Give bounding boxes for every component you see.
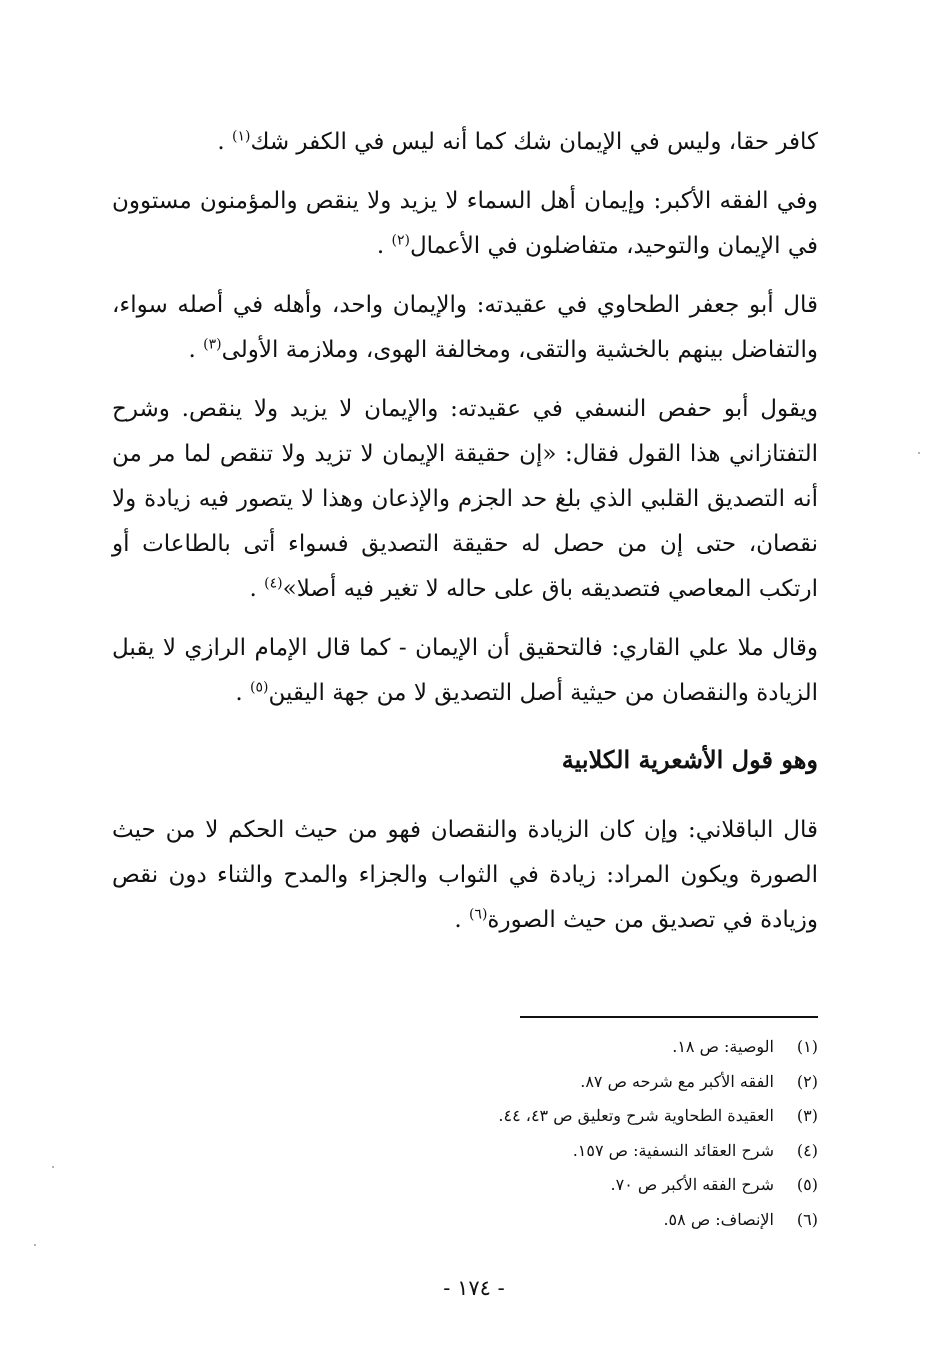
- footnote-ref-5: (٥): [250, 679, 269, 696]
- paragraph-4-text: ويقول أبو حفص النسفي في عقيدته: والإيمان لا يزيد ولا ينقص. وشرح التفتازاني هذا القول فقال: «إن حقيقة الإيمان لا تزيد ولا تنقص لما مر من أنه التصديق القلبي الذي بلغ حد الجزم والإذعان وهذا لا يتصور فيه زيادة ولا نقصان، حتى إن من حصل له حقيقة التصديق فسواء أتى بالطاعات أو ارتكب المعاصي فتصديقه باق على حاله لا تغير فيه أصلا»: [112, 396, 818, 602]
- paragraph-2-text: وفي الفقه الأكبر: وإيمان أهل السماء لا يزيد ولا ينقص والمؤمنون مستوون في الإيمان والتوحيد، متفاضلون في الأعمال: [112, 188, 818, 259]
- footnote-ref-2: (٢): [391, 232, 410, 249]
- paragraph-3-text: قال أبو جعفر الطحاوي في عقيدته: والإيمان واحد، وأهله في أصله سواء، والتفاضل بينهم بالخشية والتقى، ومخالفة الهوى، وملازمة الأولى: [112, 292, 818, 363]
- paragraph-3-end: .: [188, 337, 204, 363]
- paragraph-5: [112, 626, 818, 716]
- footnote-number: (٥): [796, 1175, 818, 1194]
- paragraph-6-end: .: [454, 907, 469, 933]
- footnote-text: العقيدة الطحاوية شرح وتعليق ص ٤٣، ٤٤.: [498, 1106, 774, 1125]
- footnote-text: شرح العقائد النسفية: ص ١٥٧.: [572, 1140, 774, 1160]
- scan-speck: [52, 1166, 54, 1168]
- paragraph-3: [112, 283, 818, 373]
- footnote-text: الإنصاف: ص ٥٨.: [663, 1209, 774, 1229]
- paragraph-1-end: .: [217, 129, 232, 155]
- footnote-ref-1: (١): [231, 128, 251, 145]
- footnote-text: شرح الفقه الأكبر ص ٧٠.: [610, 1175, 774, 1194]
- footnote-2: [400, 1065, 818, 1100]
- footnote-number: (٤): [796, 1140, 818, 1160]
- footnote-3: [400, 1099, 818, 1134]
- footnote-number: (١): [796, 1037, 818, 1056]
- paragraph-1-text: كافر حقا، وليس في الإيمان شك كما أنه ليس في الكفر شك: [250, 129, 818, 155]
- scan-speck: [918, 452, 920, 454]
- main-text: [112, 120, 818, 943]
- footnote-6: [400, 1203, 818, 1238]
- paragraph-4-end: .: [249, 576, 265, 602]
- footnote-number: (٦): [796, 1209, 818, 1229]
- footnote-number: (٣): [796, 1106, 818, 1125]
- scan-speck: [34, 1244, 36, 1246]
- footnote-ref-4: (٤): [264, 575, 283, 592]
- paragraph-4: [112, 387, 818, 612]
- paragraph-5-end: .: [235, 680, 251, 706]
- footnote-number: (٢): [796, 1071, 818, 1091]
- paragraph-6: [112, 808, 818, 943]
- paragraph-5-text: وقال ملا علي القاري: فالتحقيق أن الإيمان - كما قال الإمام الرازي لا يقبل الزيادة والنقصان من حيثية أصل التصديق لا من جهة اليقين: [112, 635, 818, 706]
- section-heading: وهو قول الأشعرية الكلابية: [561, 745, 818, 774]
- paragraph-2-end: .: [376, 233, 392, 259]
- footnote-ref-3: (٣): [203, 336, 222, 353]
- footnotes: [400, 1030, 818, 1237]
- footnote-5: [400, 1168, 818, 1203]
- paragraph-2: [112, 179, 818, 269]
- footnote-4: [400, 1134, 818, 1169]
- page-number: - ١٧٤ -: [443, 1276, 505, 1300]
- footnote-text: الفقه الأكبر مع شرحه ص ٨٧.: [580, 1071, 774, 1091]
- footnote-separator: [520, 1016, 818, 1018]
- paragraph-6-text: قال الباقلاني: وإن كان الزيادة والنقصان فهو من حيث الحكم لا من حيث الصورة ويكون المراد: زيادة في الثواب والجزاء والمدح والثناء دون نقص وزيادة في تصديق من حيث الصورة: [112, 817, 818, 933]
- paragraph-1: [112, 120, 818, 165]
- footnote-text: الوصية: ص ١٨.: [672, 1037, 774, 1056]
- footnote-1: [400, 1030, 818, 1065]
- footnote-ref-6: (٦): [468, 906, 488, 923]
